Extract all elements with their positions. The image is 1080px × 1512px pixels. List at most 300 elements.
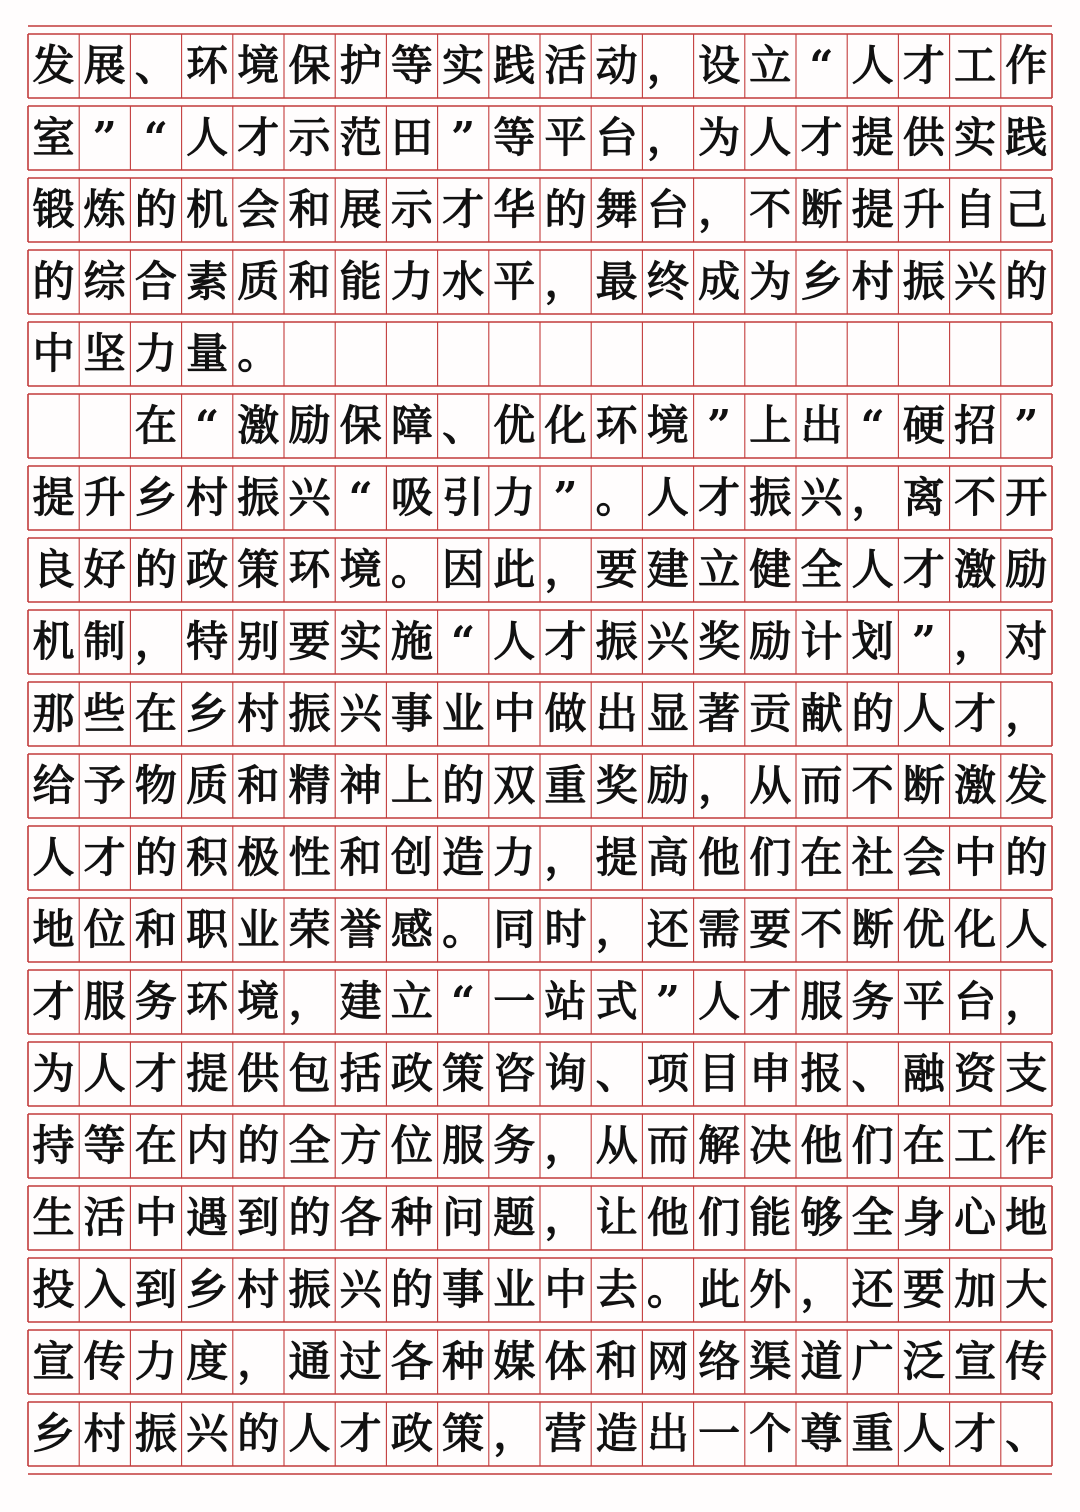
grid-character: 括 bbox=[339, 1049, 382, 1098]
grid-character: 兴 bbox=[186, 1409, 229, 1458]
grid-character: 泛 bbox=[902, 1337, 945, 1386]
grid-character: 奖 bbox=[698, 617, 741, 666]
grid-character: 一 bbox=[493, 977, 536, 1026]
grid-character: “ bbox=[143, 113, 168, 162]
grid-character: 重 bbox=[851, 1409, 894, 1458]
text-row bbox=[0, 1254, 1080, 1326]
grid-character: 实 bbox=[954, 113, 997, 162]
grid-character: 的 bbox=[134, 185, 177, 234]
grid-character: 田 bbox=[390, 113, 433, 162]
grid-character: 式 bbox=[595, 977, 638, 1026]
grid-character: 实 bbox=[442, 41, 485, 90]
grid-character: 传 bbox=[1005, 1337, 1048, 1386]
grid-character bbox=[79, 390, 130, 462]
grid-character: 和 bbox=[339, 833, 382, 882]
grid-character: 升 bbox=[83, 473, 126, 522]
grid-character: 务 bbox=[851, 977, 894, 1026]
grid-character: 素 bbox=[186, 257, 229, 306]
grid-character: 全 bbox=[800, 545, 843, 594]
grid-character: 励 bbox=[646, 761, 689, 810]
grid-character: 政 bbox=[390, 1049, 433, 1098]
grid-character: 业 bbox=[493, 1265, 536, 1314]
grid-character: 提 bbox=[32, 473, 75, 522]
grid-character: 在 bbox=[902, 1121, 945, 1170]
grid-character: 们 bbox=[749, 833, 792, 882]
grid-character: 。 bbox=[442, 905, 485, 954]
grid-character: 。 bbox=[595, 473, 638, 522]
grid-character: 优 bbox=[493, 401, 536, 450]
grid-character: 发 bbox=[32, 41, 75, 90]
grid-character: 身 bbox=[902, 1193, 945, 1242]
grid-character: 方 bbox=[339, 1121, 382, 1170]
grid-character: 示 bbox=[288, 113, 331, 162]
grid-character: 的 bbox=[134, 833, 177, 882]
grid-character: 才 bbox=[544, 617, 587, 666]
grid-character: 自 bbox=[954, 185, 997, 234]
grid-character: 境 bbox=[646, 401, 689, 450]
grid-character: 施 bbox=[390, 617, 433, 666]
grid-character: ， bbox=[288, 977, 331, 1026]
grid-character: 此 bbox=[493, 545, 536, 594]
grid-character: 上 bbox=[749, 401, 792, 450]
grid-character: 良 bbox=[32, 545, 75, 594]
grid-character: 全 bbox=[288, 1121, 331, 1170]
grid-character: 动 bbox=[595, 41, 638, 90]
grid-character: 人 bbox=[1005, 905, 1048, 954]
grid-character: 升 bbox=[902, 185, 945, 234]
grid-character: 种 bbox=[442, 1337, 485, 1386]
grid-character: 制 bbox=[83, 617, 126, 666]
text-row bbox=[0, 1326, 1080, 1398]
grid-character: 践 bbox=[493, 41, 536, 90]
grid-character: 政 bbox=[186, 545, 229, 594]
grid-character: ， bbox=[595, 905, 638, 954]
grid-character: 激 bbox=[237, 401, 280, 450]
grid-character: 合 bbox=[134, 257, 177, 306]
grid-character: 予 bbox=[83, 761, 126, 810]
grid-character: 提 bbox=[851, 113, 894, 162]
grid-character: 范 bbox=[339, 113, 382, 162]
grid-character: 能 bbox=[749, 1193, 792, 1242]
grid-character: 内 bbox=[186, 1121, 229, 1170]
grid-character: ， bbox=[237, 1337, 280, 1386]
grid-character: 设 bbox=[698, 41, 741, 90]
grid-character: 能 bbox=[339, 257, 382, 306]
text-row bbox=[0, 174, 1080, 246]
grid-character: 激 bbox=[954, 545, 997, 594]
grid-character: 不 bbox=[954, 473, 997, 522]
grid-character: 才 bbox=[800, 113, 843, 162]
grid-character: 申 bbox=[749, 1049, 792, 1098]
grid-character: 造 bbox=[442, 833, 485, 882]
grid-character: 策 bbox=[237, 545, 280, 594]
grid-character: 不 bbox=[851, 761, 894, 810]
grid-character: 己 bbox=[1005, 185, 1048, 234]
grid-character: 护 bbox=[339, 41, 382, 90]
grid-character: 络 bbox=[698, 1337, 741, 1386]
grid-character: 乡 bbox=[186, 1265, 229, 1314]
grid-character: 各 bbox=[339, 1193, 382, 1242]
grid-character: 建 bbox=[339, 977, 382, 1026]
grid-character: 积 bbox=[186, 833, 229, 882]
grid-character: 好 bbox=[83, 545, 126, 594]
grid-character: 那 bbox=[32, 689, 75, 738]
text-row bbox=[0, 390, 1080, 462]
grid-character: 、 bbox=[134, 41, 177, 90]
grid-character: 全 bbox=[851, 1193, 894, 1242]
grid-character: 人 bbox=[902, 1409, 945, 1458]
text-row bbox=[0, 534, 1080, 606]
grid-character: 提 bbox=[186, 1049, 229, 1098]
grid-character: 服 bbox=[442, 1121, 485, 1170]
grid-character: “ bbox=[451, 617, 476, 666]
grid-character: 人 bbox=[32, 833, 75, 882]
grid-character: 还 bbox=[851, 1265, 894, 1314]
grid-character: 此 bbox=[698, 1265, 741, 1314]
grid-character: 让 bbox=[595, 1193, 638, 1242]
grid-character: 台 bbox=[646, 185, 689, 234]
grid-character: 要 bbox=[288, 617, 331, 666]
grid-character: 、 bbox=[442, 401, 485, 450]
grid-character: 台 bbox=[595, 113, 638, 162]
grid-character: 终 bbox=[646, 257, 689, 306]
grid-character: ， bbox=[1005, 977, 1048, 1026]
grid-character: 乡 bbox=[186, 689, 229, 738]
grid-character: 兴 bbox=[646, 617, 689, 666]
grid-character: 活 bbox=[544, 41, 587, 90]
grid-character: 力 bbox=[134, 1337, 177, 1386]
grid-character: 作 bbox=[1005, 1121, 1048, 1170]
grid-character: 发 bbox=[1005, 761, 1048, 810]
grid-character: 断 bbox=[851, 905, 894, 954]
grid-character: 询 bbox=[544, 1049, 587, 1098]
grid-character: 硬 bbox=[902, 401, 945, 450]
grid-character: 断 bbox=[902, 761, 945, 810]
grid-character: ” bbox=[1014, 401, 1039, 450]
grid-character: 传 bbox=[83, 1337, 126, 1386]
grid-character: 过 bbox=[339, 1337, 382, 1386]
grid-character: 要 bbox=[902, 1265, 945, 1314]
grid-character: 而 bbox=[646, 1121, 689, 1170]
grid-character: 华 bbox=[493, 185, 536, 234]
grid-character: 业 bbox=[237, 905, 280, 954]
grid-character: 到 bbox=[237, 1193, 280, 1242]
grid-character: 立 bbox=[390, 977, 433, 1026]
grid-character: 站 bbox=[544, 977, 587, 1026]
grid-character: 振 bbox=[288, 689, 331, 738]
grid-character: 保 bbox=[339, 401, 382, 450]
grid-character: 村 bbox=[83, 1409, 126, 1458]
grid-character: 宣 bbox=[32, 1337, 75, 1386]
grid-character: ， bbox=[698, 185, 741, 234]
grid-character: 策 bbox=[442, 1409, 485, 1458]
grid-character: 人 bbox=[698, 977, 741, 1026]
grid-character: 的 bbox=[32, 257, 75, 306]
grid-character: 质 bbox=[186, 761, 229, 810]
grid-character: 他 bbox=[698, 833, 741, 882]
grid-character: 、 bbox=[851, 1049, 894, 1098]
grid-character: 的 bbox=[237, 1121, 280, 1170]
grid-character: 遇 bbox=[186, 1193, 229, 1242]
grid-character: 中 bbox=[32, 329, 75, 378]
grid-character: 感 bbox=[390, 905, 433, 954]
grid-character: 会 bbox=[237, 185, 280, 234]
grid-character: 题 bbox=[493, 1193, 536, 1242]
grid-character: 才 bbox=[954, 1409, 997, 1458]
grid-character: 事 bbox=[390, 689, 433, 738]
text-row bbox=[0, 966, 1080, 1038]
grid-character: 支 bbox=[1005, 1049, 1048, 1098]
grid-character: 吸 bbox=[390, 473, 433, 522]
grid-character: 才 bbox=[902, 41, 945, 90]
grid-character: 他 bbox=[646, 1193, 689, 1242]
grid-character: 舞 bbox=[595, 185, 638, 234]
grid-character: 持 bbox=[32, 1121, 75, 1170]
grid-character: 性 bbox=[288, 833, 331, 882]
grid-character: 才 bbox=[134, 1049, 177, 1098]
grid-character: 才 bbox=[237, 113, 280, 162]
grid-character: 需 bbox=[698, 905, 741, 954]
grid-character: ” bbox=[553, 473, 578, 522]
grid-character: 人 bbox=[83, 1049, 126, 1098]
grid-character: 等 bbox=[83, 1121, 126, 1170]
grid-character: 加 bbox=[954, 1265, 997, 1314]
grid-character: 机 bbox=[186, 185, 229, 234]
grid-character: 著 bbox=[698, 689, 741, 738]
grid-character: 的 bbox=[851, 689, 894, 738]
grid-character: 引 bbox=[442, 473, 485, 522]
grid-character: 立 bbox=[698, 545, 741, 594]
grid-character: 还 bbox=[646, 905, 689, 954]
grid-character: 事 bbox=[442, 1265, 485, 1314]
grid-character: ， bbox=[544, 1193, 587, 1242]
grid-character: 力 bbox=[493, 473, 536, 522]
grid-character: 才 bbox=[83, 833, 126, 882]
grid-character: 计 bbox=[800, 617, 843, 666]
grid-character: 境 bbox=[237, 977, 280, 1026]
grid-character: 要 bbox=[749, 905, 792, 954]
grid-character: 村 bbox=[237, 689, 280, 738]
grid-character: 平 bbox=[493, 257, 536, 306]
grid-character: 在 bbox=[134, 1121, 177, 1170]
grid-character: 的 bbox=[442, 761, 485, 810]
grid-character: 人 bbox=[851, 41, 894, 90]
grid-character: 励 bbox=[749, 617, 792, 666]
text-row bbox=[0, 822, 1080, 894]
grid-character: 策 bbox=[442, 1049, 485, 1098]
grid-character: 尊 bbox=[800, 1409, 843, 1458]
grid-character: 不 bbox=[800, 905, 843, 954]
grid-character: 水 bbox=[442, 257, 485, 306]
grid-character: 力 bbox=[493, 833, 536, 882]
grid-character: ， bbox=[954, 617, 997, 666]
grid-character: 做 bbox=[544, 689, 587, 738]
grid-character: 的 bbox=[390, 1265, 433, 1314]
grid-character: 的 bbox=[134, 545, 177, 594]
grid-character: 才 bbox=[698, 473, 741, 522]
grid-character: 工 bbox=[954, 41, 997, 90]
grid-character: 和 bbox=[288, 257, 331, 306]
grid-character: 包 bbox=[288, 1049, 331, 1098]
grid-character: 的 bbox=[288, 1193, 331, 1242]
grid-character: 振 bbox=[288, 1265, 331, 1314]
grid-character: 机 bbox=[32, 617, 75, 666]
grid-character: 出 bbox=[595, 689, 638, 738]
grid-character: 障 bbox=[390, 401, 433, 450]
grid-character: 环 bbox=[186, 41, 229, 90]
grid-character: 中 bbox=[954, 833, 997, 882]
grid-character: 创 bbox=[390, 833, 433, 882]
text-row bbox=[0, 606, 1080, 678]
grid-character: 量 bbox=[186, 329, 229, 378]
grid-character: 位 bbox=[390, 1121, 433, 1170]
grid-character: ， bbox=[544, 257, 587, 306]
grid-character: 锻 bbox=[32, 185, 75, 234]
text-row bbox=[0, 678, 1080, 750]
grid-character: 项 bbox=[646, 1049, 689, 1098]
grid-character: 投 bbox=[32, 1265, 75, 1314]
grid-character: 等 bbox=[493, 113, 536, 162]
grid-character: 从 bbox=[749, 761, 792, 810]
grid-character: 活 bbox=[83, 1193, 126, 1242]
grid-character: 别 bbox=[237, 617, 280, 666]
text-row bbox=[0, 462, 1080, 534]
grid-character: 些 bbox=[83, 689, 126, 738]
grid-character: 提 bbox=[851, 185, 894, 234]
grid-character: 开 bbox=[1005, 473, 1048, 522]
grid-character: 。 bbox=[390, 545, 433, 594]
grid-character: 振 bbox=[749, 473, 792, 522]
grid-character: 最 bbox=[595, 257, 638, 306]
grid-character: 坚 bbox=[83, 329, 126, 378]
grid-character: 神 bbox=[339, 761, 382, 810]
grid-character: 体 bbox=[544, 1337, 587, 1386]
grid-character: 乡 bbox=[134, 473, 177, 522]
grid-character: 振 bbox=[902, 257, 945, 306]
grid-character: 媒 bbox=[493, 1337, 536, 1386]
grid-character: 平 bbox=[544, 113, 587, 162]
grid-character: 渠 bbox=[749, 1337, 792, 1386]
grid-character: 出 bbox=[800, 401, 843, 450]
grid-character: 乡 bbox=[32, 1409, 75, 1458]
grid-character: 优 bbox=[902, 905, 945, 954]
grid-character: 台 bbox=[954, 977, 997, 1026]
text-row bbox=[0, 1398, 1080, 1470]
grid-character: 环 bbox=[288, 545, 331, 594]
grid-character: 。 bbox=[646, 1265, 689, 1314]
grid-character: 环 bbox=[186, 977, 229, 1026]
grid-character: 的 bbox=[1005, 833, 1048, 882]
grid-character: 和 bbox=[134, 905, 177, 954]
grid-character: 物 bbox=[134, 761, 177, 810]
grid-character: ” bbox=[451, 113, 476, 162]
grid-character: 人 bbox=[902, 689, 945, 738]
grid-character: 入 bbox=[83, 1265, 126, 1314]
grid-character: “ bbox=[348, 473, 373, 522]
grid-character: 振 bbox=[595, 617, 638, 666]
text-row bbox=[0, 1182, 1080, 1254]
grid-character: ， bbox=[1005, 689, 1048, 738]
grid-character: 的 bbox=[544, 185, 587, 234]
grid-character: 决 bbox=[749, 1121, 792, 1170]
grid-character: 的 bbox=[237, 1409, 280, 1458]
grid-character: 振 bbox=[237, 473, 280, 522]
text-row bbox=[0, 1038, 1080, 1110]
grid-character: 平 bbox=[902, 977, 945, 1026]
grid-character: 时 bbox=[544, 905, 587, 954]
grid-character: ， bbox=[544, 1121, 587, 1170]
grid-character: ， bbox=[851, 473, 894, 522]
grid-character: 要 bbox=[595, 545, 638, 594]
grid-character: 咨 bbox=[493, 1049, 536, 1098]
grid-character: “ bbox=[860, 401, 885, 450]
grid-character: 通 bbox=[288, 1337, 331, 1386]
grid-character: 外 bbox=[749, 1265, 792, 1314]
grid-character: 兴 bbox=[339, 689, 382, 738]
grid-character: 出 bbox=[646, 1409, 689, 1458]
grid-character: 问 bbox=[442, 1193, 485, 1242]
grid-character: 工 bbox=[954, 1121, 997, 1170]
grid-character: 和 bbox=[237, 761, 280, 810]
grid-character: 贡 bbox=[749, 689, 792, 738]
grid-character: 资 bbox=[954, 1049, 997, 1098]
grid-character: 在 bbox=[800, 833, 843, 882]
grid-character: 人 bbox=[288, 1409, 331, 1458]
grid-character: 兴 bbox=[800, 473, 843, 522]
grid-character: 人 bbox=[186, 113, 229, 162]
grid-character: 兴 bbox=[954, 257, 997, 306]
grid-character: ” bbox=[911, 617, 936, 666]
grid-character: 化 bbox=[544, 401, 587, 450]
grid-character: 重 bbox=[544, 761, 587, 810]
grid-character: ， bbox=[800, 1265, 843, 1314]
grid-character: 社 bbox=[851, 833, 894, 882]
grid-character: ， bbox=[646, 41, 689, 90]
grid-character: ， bbox=[544, 545, 587, 594]
grid-character: 划 bbox=[851, 617, 894, 666]
grid-character: 境 bbox=[339, 545, 382, 594]
grid-character: 报 bbox=[800, 1049, 843, 1098]
grid-character: 政 bbox=[390, 1409, 433, 1458]
grid-character: ， bbox=[646, 113, 689, 162]
grid-character: 室 bbox=[32, 113, 75, 162]
grid-character: 人 bbox=[851, 545, 894, 594]
grid-character: 建 bbox=[646, 545, 689, 594]
grid-character: 才 bbox=[32, 977, 75, 1026]
grid-character: 种 bbox=[390, 1193, 433, 1242]
grid-character: 精 bbox=[288, 761, 331, 810]
grid-character: 境 bbox=[237, 41, 280, 90]
grid-character: 特 bbox=[186, 617, 229, 666]
grid-character: 为 bbox=[749, 257, 792, 306]
grid-character: 为 bbox=[32, 1049, 75, 1098]
text-row bbox=[0, 750, 1080, 822]
grid-character: 才 bbox=[749, 977, 792, 1026]
grid-character: 供 bbox=[902, 113, 945, 162]
grid-character: 质 bbox=[237, 257, 280, 306]
grid-character: 够 bbox=[800, 1193, 843, 1242]
grid-character: 他 bbox=[800, 1121, 843, 1170]
grid-character: 才 bbox=[902, 545, 945, 594]
grid-character: 高 bbox=[646, 833, 689, 882]
grid-character: 力 bbox=[390, 257, 433, 306]
grid-character: 村 bbox=[851, 257, 894, 306]
grid-character: 综 bbox=[83, 257, 126, 306]
grid-character: 环 bbox=[595, 401, 638, 450]
grid-character: 兴 bbox=[288, 473, 331, 522]
grid-character: 极 bbox=[237, 833, 280, 882]
grid-character: 和 bbox=[595, 1337, 638, 1386]
